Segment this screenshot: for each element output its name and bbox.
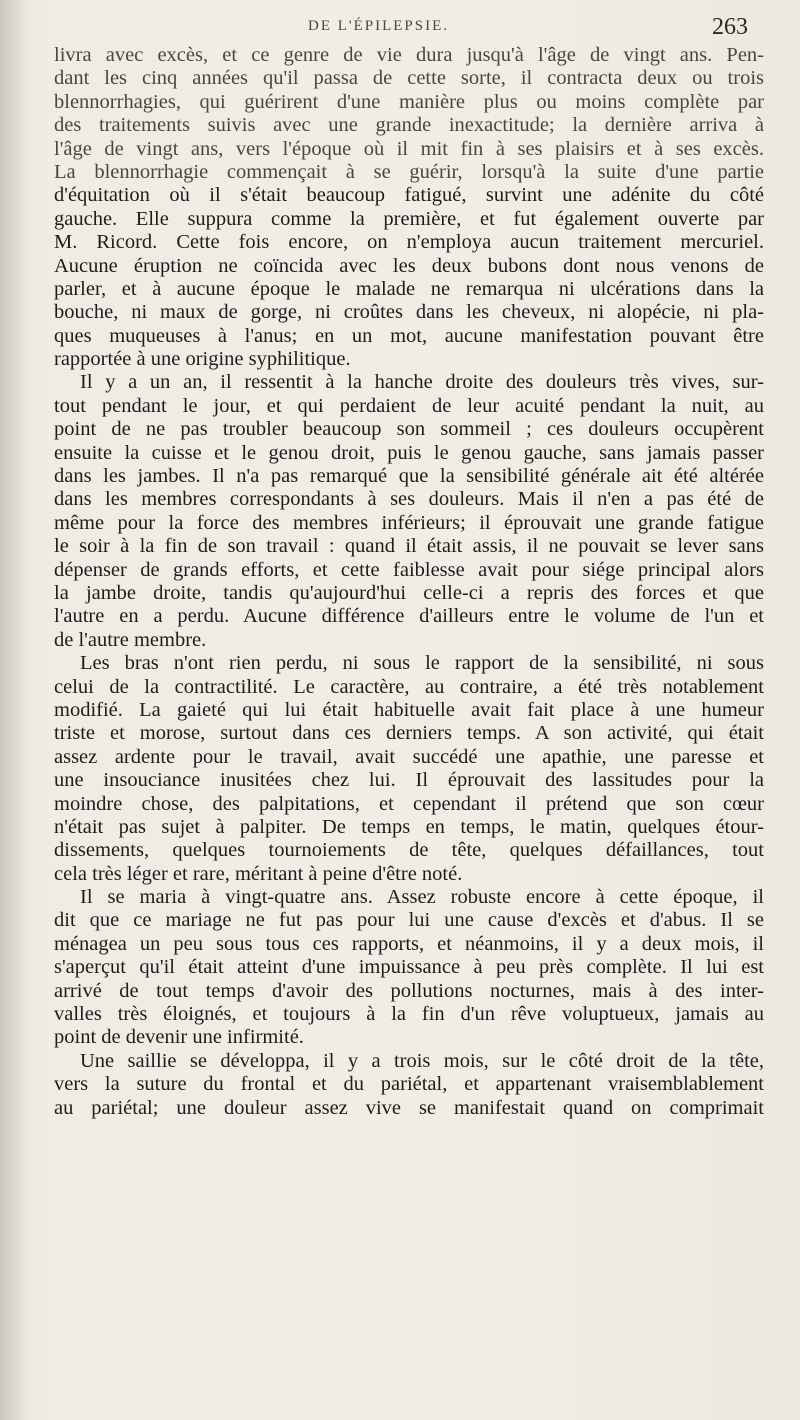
text-line: la jambe droite, tandis qu'aujourd'hui celle-ci a repris des forces et que — [54, 581, 764, 604]
text-line: Une saillie se développa, il y a trois mois, sur le côté droit de la tête, — [80, 1049, 764, 1072]
text-line: Il se maria à vingt-quatre ans. Assez robuste encore à cette époque, il — [80, 886, 764, 909]
text-line: M. Ricord. Cette fois encore, on n'employa aucun traitement mercuriel. — [54, 231, 764, 254]
text-line: point de ne pas troubler beaucoup son sommeil ; ces douleurs occupèrent — [54, 418, 764, 441]
text-body — [54, 44, 764, 1120]
text-line: dans les membres correspondants à ses douleurs. Mais il n'en a pas été de — [54, 488, 764, 511]
text-line: Les bras n'ont rien perdu, ni sous le rapport de la sensibilité, ni sous — [80, 652, 764, 675]
text-line: au pariétal; une douleur assez vive se manifestait quand on comprimait — [54, 1096, 764, 1119]
text-line: dépenser de grands efforts, et cette faiblesse avait pour siége principal alors — [54, 558, 764, 581]
text-line: dissements, quelques tournoiements de tête, quelques défaillances, tout — [54, 839, 764, 862]
running-title: DE L'ÉPILEPSIE. — [308, 18, 450, 34]
text-line: Aucune éruption ne coïncida avec les deux bubons dont nous venons de — [54, 254, 764, 277]
text-line: La blennorrhagie commençait à se guérir, lorsqu'à la suite d'une partie — [54, 160, 764, 183]
text-line: triste et morose, surtout dans ces derniers temps. A son activité, qui était — [54, 722, 764, 745]
text-line: valles très éloignés, et toujours à la fin d'un rêve voluptueux, jamais au — [54, 1003, 764, 1026]
text-line: blennorrhagies, qui guérirent d'une manière plus ou moins complète par — [54, 90, 764, 113]
text-line: assez ardente pour le travail, avait succédé une apathie, une paresse et — [54, 745, 764, 768]
page-number: 263 — [712, 14, 748, 40]
text-line: cela très léger et rare, méritant à peine d'être noté. — [54, 862, 463, 885]
text-line: celui de la contractilité. Le caractère, au contraire, a été très notablement — [54, 675, 764, 698]
running-head — [0, 10, 800, 40]
text-line: même pour la force des membres inférieurs; il éprouvait une grande fatigue — [54, 511, 764, 534]
text-line: le soir à la fin de son travail : quand il était assis, il ne pouvait se lever sans — [54, 535, 764, 558]
text-line: ménagea un peu sous tous ces rapports, et néanmoins, il y a deux mois, il — [54, 932, 764, 955]
text-line: l'âge de vingt ans, vers l'époque où il mit fin à ses plaisirs et à ses excès. — [54, 137, 764, 160]
text-line: d'équitation où il s'était beaucoup fatigué, survint une adénite du côté — [54, 184, 764, 207]
text-line: gauche. Elle suppura comme la première, et fut également ouverte par — [54, 207, 764, 230]
text-line: des traitements suivis avec une grande inexactitude; la dernière arriva à — [54, 114, 764, 137]
text-line: dant les cinq années qu'il passa de cette sorte, il contracta deux ou trois — [54, 67, 764, 90]
text-line: ensuite la cuisse et le genou droit, puis le genou gauche, sans jamais passer — [54, 441, 764, 464]
text-line: arrivé de tout temps d'avoir des pollutions nocturnes, mais à des inter- — [54, 979, 764, 1002]
text-line: livra avec excès, et ce genre de vie dura jusqu'à l'âge de vingt ans. Pen- — [54, 44, 764, 66]
text-line: modifié. La gaieté qui lui était habituelle avait fait place à une humeur — [54, 698, 764, 721]
text-line: Il y a un an, il ressentit à la hanche droite des douleurs très vives, sur- — [80, 371, 764, 394]
text-line: vers la suture du frontal et du pariétal, et appartenant vraisemblablement — [54, 1073, 764, 1096]
text-line: tout pendant le jour, et qui perdaient de leur acuité pendant la nuit, au — [54, 394, 764, 417]
text-line: dit que ce mariage ne fut pas pour lui une cause d'excès et d'abus. Il se — [54, 909, 764, 932]
text-line: point de devenir une infirmité. — [54, 1026, 304, 1049]
text-line: dans les jambes. Il n'a pas remarqué que la sensibilité générale ait été altérée — [54, 465, 764, 488]
text-line: bouche, ni maux de gorge, ni croûtes dans les cheveux, ni alopécie, ni pla- — [54, 301, 764, 324]
gutter-shadow — [0, 0, 28, 1420]
text-line: ques muqueuses à l'anus; en un mot, aucune manifestation pouvant être — [54, 324, 764, 347]
text-line: une insouciance inusitées chez lui. Il éprouvait des lassitudes pour la — [54, 769, 764, 792]
text-line: s'aperçut qu'il était atteint d'une impuissance à peu près complète. Il lui est — [54, 956, 764, 979]
text-line: n'était pas sujet à palpiter. De temps en temps, le matin, quelques étour- — [54, 815, 764, 838]
text-line: l'autre en a perdu. Aucune différence d'ailleurs entre le volume de l'un et — [54, 605, 764, 628]
text-line: de l'autre membre. — [54, 628, 207, 651]
text-line: moindre chose, des palpitations, et cependant il prétend que son cœur — [54, 792, 764, 815]
text-line: rapportée à une origine syphilitique. — [54, 348, 351, 371]
text-line: parler, et à aucune époque le malade ne remarqua ni ulcérations dans la — [54, 277, 764, 300]
